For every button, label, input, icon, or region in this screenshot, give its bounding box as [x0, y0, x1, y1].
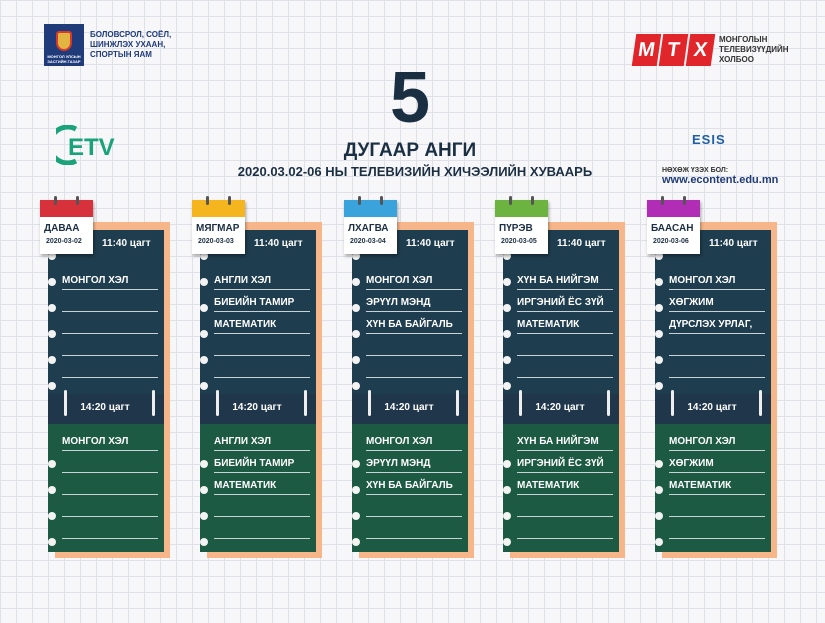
- lesson-line: МАТЕМАТИК: [517, 312, 613, 334]
- mtx-logo-mark: [634, 34, 713, 66]
- lesson-line: МОНГОЛ ХЭЛ: [62, 429, 158, 451]
- binder-ring: [503, 512, 511, 520]
- binder-rings: [503, 252, 511, 548]
- day-name: БААСАН: [651, 223, 694, 234]
- binder-ring: [352, 278, 360, 286]
- binder-ring: [48, 460, 56, 468]
- pm-lessons: [669, 429, 765, 539]
- lesson-line: ХӨГЖИМ: [669, 451, 765, 473]
- lesson-line: МАТЕМАТИК: [517, 473, 613, 495]
- day-card: [192, 200, 322, 560]
- lesson-line: ЭРҮҮЛ МЭНД: [366, 290, 462, 312]
- binder-ring: [200, 330, 208, 338]
- lesson-line: БИЕИЙН ТАМИР: [214, 451, 310, 473]
- binder-ring: [352, 382, 360, 390]
- binder-ring: [200, 512, 208, 520]
- binder-ring: [352, 538, 360, 546]
- binder-ring: [503, 538, 511, 546]
- grade-label: ДУГААР АНГИ: [343, 140, 477, 161]
- lesson-line: [366, 334, 462, 356]
- lesson-line: ХӨГЖИМ: [669, 290, 765, 312]
- lesson-line: [669, 495, 765, 517]
- lesson-line: [669, 517, 765, 539]
- lesson-line: [62, 334, 158, 356]
- calendar-tab: [40, 200, 93, 254]
- lesson-line: [62, 473, 158, 495]
- soyombo-seal: [56, 31, 72, 51]
- am-time: 11:40 цагт: [254, 238, 303, 249]
- lesson-line: МОНГОЛ ХЭЛ: [366, 268, 462, 290]
- binder-ring: [655, 512, 663, 520]
- lesson-line: [669, 334, 765, 356]
- pm-lessons: [517, 429, 613, 539]
- lesson-line: ДҮРСЛЭХ УРЛАГ,: [669, 312, 765, 334]
- binder-ring: [48, 304, 56, 312]
- lesson-line: [214, 495, 310, 517]
- binder-rings: [200, 252, 208, 548]
- binder-ring: [655, 356, 663, 364]
- calendar-header: [192, 200, 245, 217]
- day-card: [40, 200, 170, 560]
- esis-block: [662, 132, 779, 186]
- lesson-line: [517, 334, 613, 356]
- lesson-line: ХҮН БА БАЙГАЛЬ: [366, 473, 462, 495]
- lesson-line: [62, 495, 158, 517]
- day-date: 2020-03-06: [653, 238, 689, 245]
- lesson-line: [62, 451, 158, 473]
- lesson-line: [62, 290, 158, 312]
- am-lessons: [62, 268, 158, 378]
- binder-rings: [655, 252, 663, 548]
- pm-time: 14:20 цагт: [232, 402, 282, 413]
- pm-time: 14:20 цагт: [535, 402, 585, 413]
- lesson-line: [366, 495, 462, 517]
- binder-ring: [352, 356, 360, 364]
- binder-ring: [655, 538, 663, 546]
- lesson-line: ИРГЭНИЙ ЁС ЗҮЙ: [517, 290, 613, 312]
- day-date: 2020-03-02: [46, 238, 82, 245]
- lesson-line: АНГЛИ ХЭЛ: [214, 429, 310, 451]
- binder-ring: [48, 512, 56, 520]
- lesson-line: [517, 517, 613, 539]
- binder-ring: [352, 330, 360, 338]
- pm-time: 14:20 цагт: [384, 402, 434, 413]
- lesson-line: МАТЕМАТИК: [669, 473, 765, 495]
- am-time: 11:40 цагт: [406, 238, 455, 249]
- lesson-line: [214, 334, 310, 356]
- am-lessons: [669, 268, 765, 378]
- binder-ring: [655, 382, 663, 390]
- pm-time: 14:20 цагт: [80, 402, 130, 413]
- lesson-line: БИЕИЙН ТАМИР: [214, 290, 310, 312]
- binder-ring: [200, 356, 208, 364]
- etv-text: ETV: [68, 134, 115, 161]
- binder-ring: [48, 278, 56, 286]
- binder-ring: [503, 460, 511, 468]
- lesson-line: ХҮН БА БАЙГАЛЬ: [366, 312, 462, 334]
- binder-ring: [655, 486, 663, 494]
- binder-ring: [48, 538, 56, 546]
- day-card: [647, 200, 777, 560]
- binder-ring: [200, 486, 208, 494]
- day-name: ЛХАГВА: [348, 223, 389, 234]
- day-card: [495, 200, 625, 560]
- day-date: 2020-03-03: [198, 238, 234, 245]
- am-time: 11:40 цагт: [102, 238, 151, 249]
- lesson-line: МАТЕМАТИК: [214, 312, 310, 334]
- binder-ring: [503, 382, 511, 390]
- binder-ring: [48, 330, 56, 338]
- lesson-line: МОНГОЛ ХЭЛ: [62, 268, 158, 290]
- lesson-line: [669, 356, 765, 378]
- econtent-link[interactable]: www.econtent.edu.mn: [662, 174, 779, 186]
- binder-ring: [655, 304, 663, 312]
- ministry-name: БОЛОВСРОЛ, СОЁЛ, ШИНЖЛЭХ УХААН, СПОРТЫН ЯАМ: [90, 30, 172, 59]
- binder-ring: [503, 278, 511, 286]
- mongolia-emblem-icon: [44, 24, 84, 66]
- mtx-letter: Х: [686, 34, 715, 66]
- lesson-line: МОНГОЛ ХЭЛ: [366, 429, 462, 451]
- day-card: [344, 200, 474, 560]
- lesson-line: [62, 356, 158, 378]
- binder-ring: [352, 304, 360, 312]
- lesson-line: [62, 517, 158, 539]
- schedule-subtitle: 2020.03.02-06 НЫ ТЕЛЕВИЗИЙН ХИЧЭЭЛИЙН ХУВААРЬ: [237, 164, 593, 179]
- day-name: ПҮРЭВ: [499, 223, 533, 234]
- binder-ring: [200, 382, 208, 390]
- lesson-line: [214, 517, 310, 539]
- pm-time: 14:20 цагт: [687, 402, 737, 413]
- calendar-header: [40, 200, 93, 217]
- lesson-line: [366, 517, 462, 539]
- mtx-letter: М: [632, 34, 661, 66]
- esis-logo-underline: [662, 147, 762, 153]
- binder-ring: [200, 460, 208, 468]
- binder-ring: [48, 382, 56, 390]
- calendar-tab: [495, 200, 548, 254]
- binder-ring: [352, 486, 360, 494]
- mtx-letter: Т: [659, 34, 688, 66]
- day-name: ДАВАА: [44, 223, 80, 234]
- am-time: 11:40 цагт: [709, 238, 758, 249]
- binder-ring: [352, 512, 360, 520]
- binder-ring: [655, 330, 663, 338]
- am-time: 11:40 цагт: [557, 238, 606, 249]
- calendar-header: [647, 200, 700, 217]
- esis-label: НӨХӨЖ ҮЗЭХ БОЛ:: [662, 167, 729, 174]
- calendar-header: [344, 200, 397, 217]
- pm-lessons: [366, 429, 462, 539]
- etv-logo-icon: [56, 125, 122, 165]
- lesson-line: ХҮН БА НИЙГЭМ: [517, 268, 613, 290]
- lesson-line: ЭРҮҮЛ МЭНД: [366, 451, 462, 473]
- binder-ring: [503, 356, 511, 364]
- mtx-name: МОНГОЛЫН ТЕЛЕВИЗҮҮДИЙН ХОЛБОО: [719, 35, 789, 64]
- calendar-tab: [647, 200, 700, 254]
- am-lessons: [517, 268, 613, 378]
- day-name: МЯГМАР: [196, 223, 240, 234]
- binder-ring: [200, 304, 208, 312]
- lesson-line: [517, 356, 613, 378]
- lesson-line: ИРГЭНИЙ ЁС ЗҮЙ: [517, 451, 613, 473]
- lesson-line: АНГЛИ ХЭЛ: [214, 268, 310, 290]
- am-lessons: [366, 268, 462, 378]
- am-lessons: [214, 268, 310, 378]
- binder-ring: [655, 278, 663, 286]
- lesson-line: [517, 495, 613, 517]
- day-date: 2020-03-05: [501, 238, 537, 245]
- lesson-line: МОНГОЛ ХЭЛ: [669, 268, 765, 290]
- binder-ring: [503, 486, 511, 494]
- lesson-line: [62, 312, 158, 334]
- binder-ring: [200, 278, 208, 286]
- mtx-logo: [634, 34, 804, 66]
- pm-lessons: [62, 429, 158, 539]
- lesson-line: МОНГОЛ ХЭЛ: [669, 429, 765, 451]
- binder-ring: [503, 304, 511, 312]
- lesson-line: ХҮН БА НИЙГЭМ: [517, 429, 613, 451]
- calendar-tab: [192, 200, 245, 254]
- lesson-line: [214, 356, 310, 378]
- day-date: 2020-03-04: [350, 238, 386, 245]
- esis-logo: ESIS: [692, 132, 726, 147]
- binder-rings: [48, 252, 56, 548]
- pm-lessons: [214, 429, 310, 539]
- calendar-header: [495, 200, 548, 217]
- emblem-text: МОНГОЛ УЛСЫН ЗАСГИЙН ГАЗАР: [47, 54, 81, 64]
- binder-ring: [655, 460, 663, 468]
- calendar-tab: [344, 200, 397, 254]
- lesson-line: [366, 356, 462, 378]
- binder-rings: [352, 252, 360, 548]
- ministry-logo: [44, 24, 200, 66]
- grade-number: 5: [389, 58, 431, 138]
- binder-ring: [48, 486, 56, 494]
- lesson-line: МАТЕМАТИК: [214, 473, 310, 495]
- binder-ring: [200, 538, 208, 546]
- binder-ring: [48, 356, 56, 364]
- binder-ring: [503, 330, 511, 338]
- binder-ring: [352, 460, 360, 468]
